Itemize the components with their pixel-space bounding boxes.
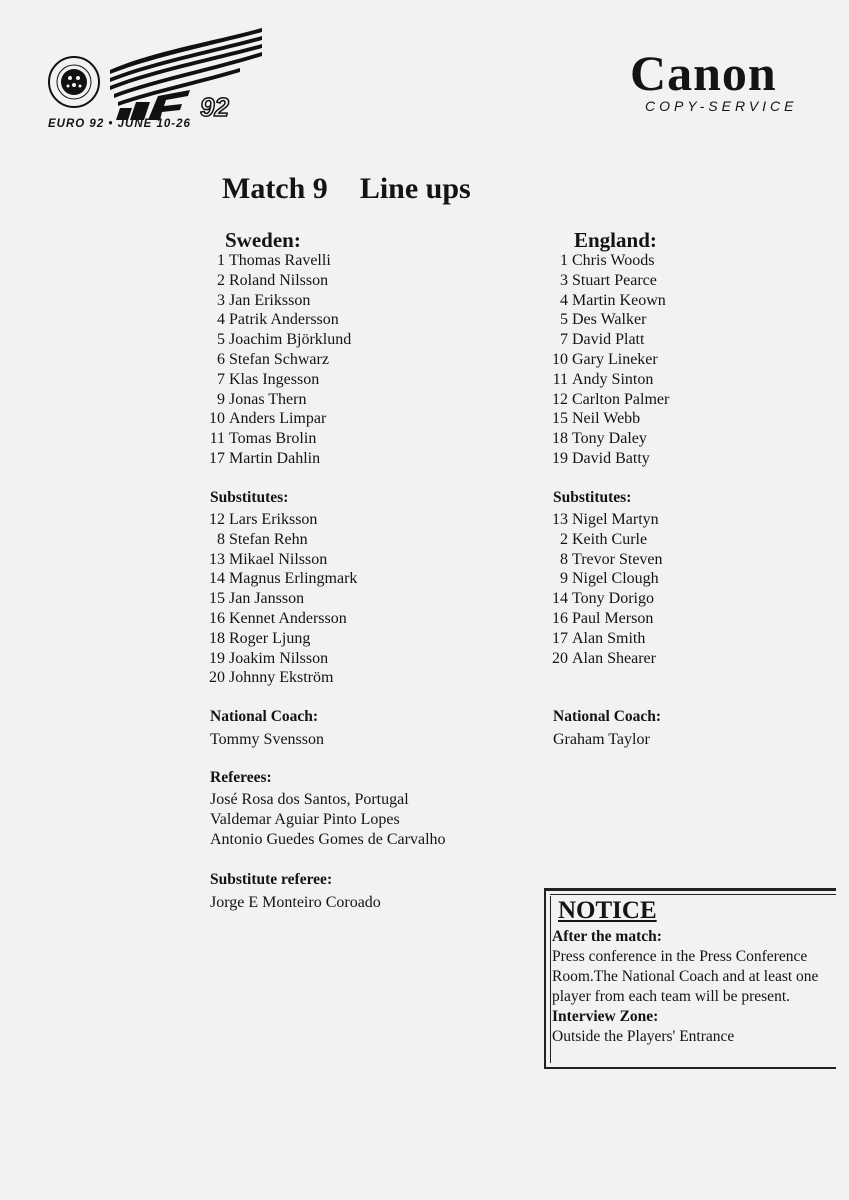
player-name: Tomas Brolin	[229, 430, 317, 448]
player-name: Joachim Björklund	[229, 331, 352, 349]
player-number: 8	[217, 530, 225, 548]
player-number: 14	[552, 590, 568, 608]
player-name: Tony Dorigo	[572, 590, 654, 608]
player-row	[552, 310, 669, 330]
player-row	[209, 530, 357, 550]
sweden-coach-heading: National Coach:	[210, 708, 319, 725]
player-row	[552, 589, 663, 609]
player-number: 12	[209, 511, 225, 528]
player-row	[552, 291, 669, 311]
sweden-coach: Tommy Svensson	[210, 731, 324, 748]
player-name: Patrik Andersson	[229, 311, 339, 329]
player-number: 3	[560, 271, 568, 289]
player-row	[552, 370, 669, 390]
player-number: 10	[552, 350, 568, 368]
player-row	[209, 350, 351, 370]
player-name: Jan Jansson	[229, 590, 305, 608]
page-title	[222, 172, 471, 206]
player-row	[209, 629, 357, 649]
player-name: Jan Eriksson	[229, 291, 311, 309]
player-name: Martin Keown	[572, 291, 666, 309]
player-name: Anders Limpar	[229, 410, 327, 428]
player-name: Mikael Nilsson	[229, 550, 328, 568]
player-number: 15	[552, 410, 568, 428]
interview-zone-label: Interview Zone:	[552, 1008, 659, 1025]
player-row	[209, 668, 357, 688]
player-number: 1	[560, 252, 568, 269]
player-number: 9	[560, 570, 568, 588]
player-row	[209, 370, 351, 390]
player-name: Keith Curle	[572, 530, 648, 548]
player-row	[209, 409, 351, 429]
player-name: Stuart Pearce	[572, 271, 657, 289]
referees-list	[210, 790, 446, 850]
sweden-subs	[209, 510, 357, 688]
player-row	[552, 649, 663, 669]
player-row	[209, 449, 351, 469]
event-caption: EURO 92 • JUNE 10-26	[48, 118, 191, 130]
player-name: Kennet Andersson	[229, 609, 347, 627]
player-name: Alan Shearer	[572, 649, 656, 667]
player-number: 13	[552, 511, 568, 528]
player-number: 7	[217, 370, 225, 388]
player-number: 10	[209, 410, 225, 428]
player-row	[209, 609, 357, 629]
player-name: Stefan Rehn	[229, 530, 308, 548]
player-name: Gary Lineker	[572, 350, 658, 368]
player-name: Tony Daley	[572, 430, 647, 448]
player-row	[209, 291, 351, 311]
player-row	[209, 429, 351, 449]
england-coach: Graham Taylor	[553, 731, 650, 748]
player-row	[209, 510, 357, 530]
player-name: Alan Smith	[572, 629, 646, 647]
player-row	[552, 609, 663, 629]
player-row	[209, 649, 357, 669]
player-name: Andy Sinton	[572, 370, 654, 388]
england-subs	[552, 510, 663, 668]
player-number: 20	[209, 669, 225, 687]
player-name: Thomas Ravelli	[229, 252, 331, 269]
player-number: 19	[209, 649, 225, 667]
player-row	[209, 550, 357, 570]
player-name: David Platt	[572, 331, 645, 349]
player-name: Nigel Martyn	[572, 511, 659, 528]
player-row	[552, 449, 669, 469]
player-row	[209, 390, 351, 410]
player-name: Joakim Nilsson	[229, 649, 329, 667]
player-name: Klas Ingesson	[229, 370, 320, 388]
player-name: Roland Nilsson	[229, 271, 329, 289]
player-row	[552, 569, 663, 589]
sub-referee-name: Jorge E Monteiro Coroado	[210, 894, 381, 911]
player-number: 4	[217, 311, 225, 329]
player-row	[552, 271, 669, 291]
player-row	[552, 390, 669, 410]
england-coach-heading: National Coach:	[553, 708, 662, 725]
after-match-label: After the match:	[552, 928, 662, 945]
player-name: Lars Eriksson	[229, 511, 318, 528]
player-number: 20	[552, 649, 568, 667]
player-number: 19	[552, 449, 568, 467]
player-name: Roger Ljung	[229, 629, 311, 647]
notice-title: NOTICE	[558, 897, 657, 924]
sff-seal	[49, 57, 99, 107]
england-subs-heading: Substitutes:	[553, 489, 632, 506]
player-number: 15	[209, 590, 225, 608]
player-number: 2	[217, 271, 225, 289]
player-row	[552, 251, 669, 271]
sponsor-subtitle: COPY-SERVICE	[645, 98, 798, 114]
player-row	[209, 569, 357, 589]
after-match-text: Press conference in the Press Conference Room.The National Coach and at least one player from each team will be present.	[552, 948, 819, 1005]
euro-stripes	[110, 28, 262, 120]
player-number: 11	[552, 370, 568, 388]
player-row	[552, 530, 663, 550]
player-row	[552, 510, 663, 530]
player-number: 18	[552, 430, 568, 448]
player-name: Johnny Ekström	[229, 669, 334, 687]
player-name: Magnus Erlingmark	[229, 570, 358, 588]
player-number: 9	[217, 390, 225, 408]
player-number: 12	[552, 390, 568, 408]
player-number: 16	[552, 609, 568, 627]
player-name: Martin Dahlin	[229, 449, 321, 467]
player-row	[552, 550, 663, 570]
player-row	[209, 330, 351, 350]
player-number: 3	[217, 291, 225, 309]
player-row	[552, 350, 669, 370]
player-number: 14	[209, 570, 225, 588]
player-row	[209, 271, 351, 291]
player-row	[209, 310, 351, 330]
player-name: Chris Woods	[572, 252, 655, 269]
player-number: 6	[217, 350, 225, 368]
player-row	[209, 589, 357, 609]
england-heading: England:	[574, 228, 657, 252]
referee-name: José Rosa dos Santos, Portugal	[210, 791, 409, 808]
sweden-lineup	[209, 251, 351, 469]
player-row	[209, 251, 351, 271]
notice-body	[552, 927, 834, 1047]
player-name: Neil Webb	[572, 410, 641, 428]
player-number: 11	[209, 430, 225, 448]
player-number: 18	[209, 629, 225, 647]
sweden-subs-heading: Substitutes:	[210, 489, 289, 506]
referees-heading: Referees:	[210, 769, 272, 786]
logo-year: 92	[200, 92, 229, 122]
player-number: 4	[560, 291, 568, 309]
player-number: 2	[560, 530, 568, 548]
sweden-heading: Sweden:	[225, 228, 301, 252]
player-number: 1	[217, 252, 225, 269]
interview-zone-text: Outside the Players' Entrance	[552, 1028, 735, 1045]
player-name: David Batty	[572, 449, 650, 467]
sponsor-logo: Canon	[630, 45, 777, 101]
referee-name: Antonio Guedes Gomes de Carvalho	[210, 831, 446, 848]
player-number: 5	[560, 311, 568, 329]
player-number: 16	[209, 609, 225, 627]
player-number: 8	[560, 550, 568, 568]
player-name: Nigel Clough	[572, 570, 659, 588]
player-number: 7	[560, 331, 568, 349]
player-number: 5	[217, 331, 225, 349]
player-row	[552, 330, 669, 350]
player-name: Carlton Palmer	[572, 390, 670, 408]
referee-name: Valdemar Aguiar Pinto Lopes	[210, 811, 400, 828]
sub-referee-heading: Substitute referee:	[210, 871, 333, 888]
player-number: 17	[209, 449, 225, 467]
match-number: Match 9	[222, 172, 328, 205]
title-label: Line ups	[359, 172, 471, 205]
player-name: Stefan Schwarz	[229, 350, 329, 368]
england-lineup	[552, 251, 669, 469]
player-name: Paul Merson	[572, 609, 654, 627]
player-row	[552, 409, 669, 429]
player-number: 17	[552, 629, 568, 647]
player-row	[552, 629, 663, 649]
notice-box	[544, 888, 836, 1069]
player-number: 13	[209, 550, 225, 568]
player-name: Des Walker	[572, 311, 647, 329]
player-name: Jonas Thern	[229, 390, 307, 408]
player-row	[552, 429, 669, 449]
player-name: Trevor Steven	[572, 550, 663, 568]
